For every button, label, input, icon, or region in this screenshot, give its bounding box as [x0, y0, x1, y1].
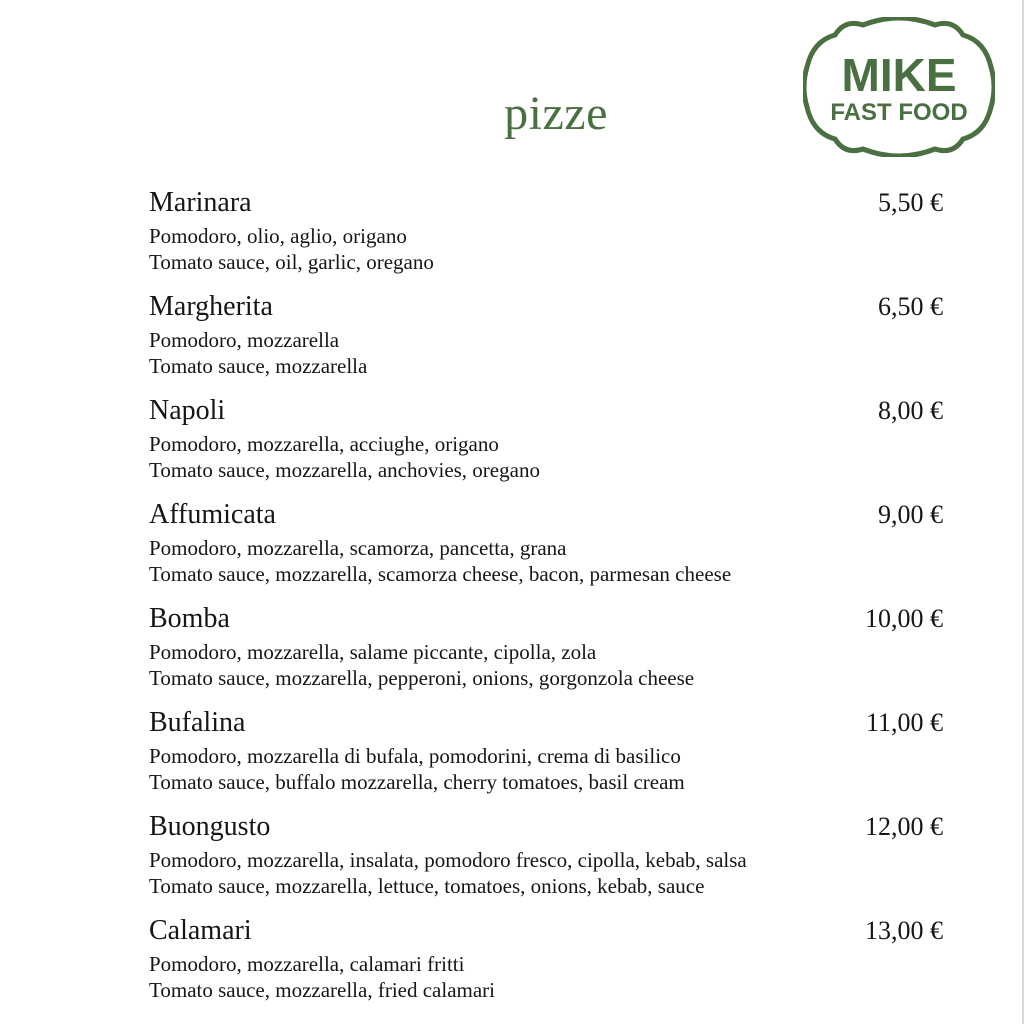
menu-item-description-english: Tomato sauce, mozzarella — [149, 354, 368, 378]
logo-line2: FAST FOOD — [830, 99, 968, 126]
menu-item-name: Napoli — [149, 395, 226, 426]
menu-item-price: 13,00 € — [865, 916, 943, 945]
menu-item-description-english: Tomato sauce, mozzarella, lettuce, tomatoes, onions, kebab, sauce — [149, 874, 705, 898]
menu-item-description-italian: Pomodoro, mozzarella, acciughe, origano — [149, 432, 499, 456]
menu-item — [149, 289, 949, 393]
menu-item — [149, 393, 949, 497]
menu-item-description-italian: Pomodoro, mozzarella — [149, 328, 340, 352]
menu-item-price: 12,00 € — [865, 812, 943, 841]
menu-item-price: 9,00 € — [878, 500, 943, 529]
mike-fast-food-logo — [803, 17, 995, 157]
menu-item — [149, 185, 949, 289]
menu-item-name: Affumicata — [149, 499, 276, 530]
menu-item-description — [149, 431, 540, 483]
menu-item — [149, 705, 949, 809]
menu-item-description-italian: Pomodoro, olio, aglio, origano — [149, 224, 407, 248]
menu-item — [149, 913, 949, 1017]
menu-item-description — [149, 951, 495, 1003]
logo-line1: MIKE — [841, 49, 957, 101]
menu-item-price: 10,00 € — [865, 604, 943, 633]
menu-item-description-italian: Pomodoro, mozzarella, insalata, pomodoro fresco, cipolla, kebab, salsa — [149, 848, 747, 872]
menu-item-description-english: Tomato sauce, oil, garlic, oregano — [149, 250, 434, 274]
menu-item-description-italian: Pomodoro, mozzarella di bufala, pomodorini, crema di basilico — [149, 744, 681, 768]
menu-item-price: 5,50 € — [878, 188, 943, 217]
menu-item-name: Bufalina — [149, 707, 246, 738]
menu-item-name: Calamari — [149, 915, 252, 946]
menu-item-name: Buongusto — [149, 811, 271, 842]
menu-item-description-english: Tomato sauce, mozzarella, pepperoni, onions, gorgonzola cheese — [149, 666, 695, 690]
menu-item — [149, 497, 949, 601]
menu-item-price: 8,00 € — [878, 396, 943, 425]
menu-item-price: 6,50 € — [878, 292, 943, 321]
menu-item-description-italian: Pomodoro, mozzarella, calamari fritti — [149, 952, 465, 976]
menu-item-name: Bomba — [149, 603, 230, 634]
menu-item-description-english: Tomato sauce, mozzarella, anchovies, oregano — [149, 458, 540, 482]
menu-item-description — [149, 327, 367, 379]
menu-item-name: Marinara — [149, 187, 252, 218]
menu-item-description — [149, 639, 694, 691]
menu-item-description-english: Tomato sauce, mozzarella, fried calamari — [149, 978, 496, 1002]
menu-item-description — [149, 743, 685, 795]
menu-item-description-english: Tomato sauce, buffalo mozzarella, cherry tomatoes, basil cream — [149, 770, 685, 794]
menu-item-description-english: Tomato sauce, mozzarella, scamorza cheese, bacon, parmesan cheese — [149, 562, 732, 586]
pizza-list — [149, 185, 949, 1017]
menu-item-description-italian: Pomodoro, mozzarella, scamorza, pancetta, grana — [149, 536, 567, 560]
menu-item — [149, 601, 949, 705]
menu-item-description — [149, 223, 434, 275]
menu-item-description — [149, 535, 731, 587]
page-title: pizze — [504, 87, 608, 140]
menu-item-price: 11,00 € — [865, 708, 943, 737]
menu-item-description-italian: Pomodoro, mozzarella, salame piccante, cipolla, zola — [149, 640, 597, 664]
menu-item — [149, 809, 949, 913]
menu-item-name: Margherita — [149, 291, 273, 322]
menu-item-description — [149, 847, 747, 899]
